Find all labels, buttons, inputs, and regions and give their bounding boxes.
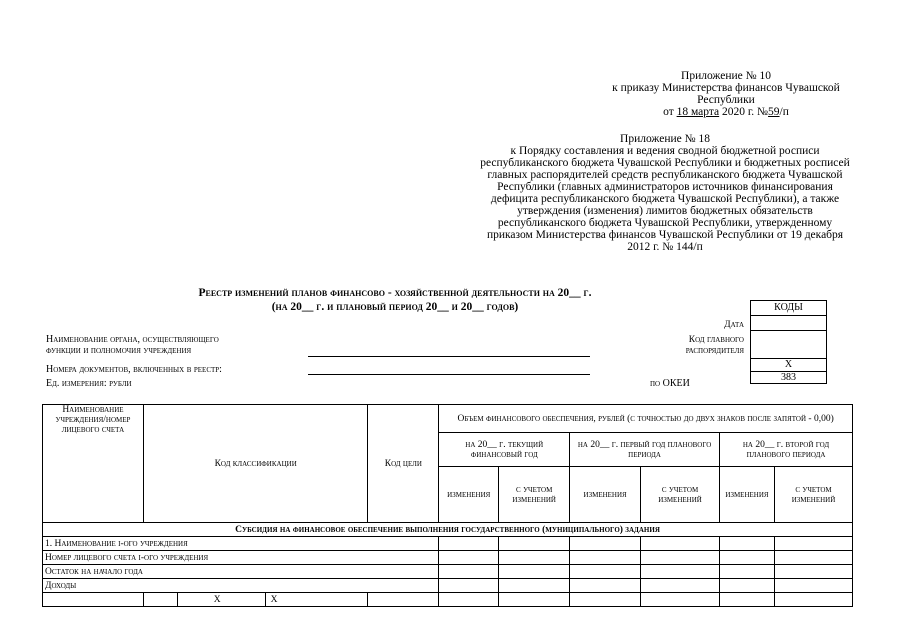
table-cell[interactable] bbox=[43, 593, 144, 607]
org-label-1: Наименование органа, осуществляющего bbox=[46, 334, 219, 345]
with-change-3-header: с учетом изменений bbox=[774, 467, 852, 523]
appendix-18-text-4: Республики (главных администраторов источников финансирования bbox=[497, 181, 833, 193]
volume-header: Объем финансового обеспечения, рублей (с точностью до двух знаков после запятой - 0,00) bbox=[439, 405, 853, 433]
table-cell[interactable] bbox=[720, 579, 775, 593]
table-cell[interactable] bbox=[439, 565, 499, 579]
grbs-label-1: Код главного bbox=[688, 335, 744, 345]
document-title-line-2: (на 20__ г. и плановый период 20__ и 20__ годов) bbox=[271, 301, 519, 313]
table-cell[interactable] bbox=[774, 537, 852, 551]
x-mark-1: Х bbox=[177, 593, 265, 607]
table-cell[interactable] bbox=[570, 551, 641, 565]
org-input-line[interactable] bbox=[308, 356, 590, 357]
subsidy-section-header: Субсидия на финансовое обеспечение выполнения государственного (муниципального) задания bbox=[43, 523, 853, 537]
table-cell[interactable] bbox=[499, 565, 570, 579]
table-cell[interactable] bbox=[720, 565, 775, 579]
col-name-header: Наименование учреждения/номер лицевого счета bbox=[43, 405, 144, 523]
table-cell[interactable] bbox=[774, 593, 852, 607]
docs-label: Номера документов, включенных в реестр: bbox=[46, 364, 222, 375]
col-target-header: Код цели bbox=[368, 405, 439, 523]
appendix-10-number: 59 bbox=[768, 106, 780, 118]
table-cell[interactable] bbox=[439, 579, 499, 593]
appendix-18-text-7: республиканского бюджета Чувашской Республики, утвержденному bbox=[497, 217, 833, 229]
row-institution-name: 1. Наименование i-ого учреждения bbox=[43, 537, 439, 551]
period-3-header: на 20__ г. второй год планового периода bbox=[720, 433, 853, 467]
date-label: Дата bbox=[724, 320, 744, 330]
appendix-18-block bbox=[458, 133, 872, 253]
document-title-line-1: Реестр изменений планов финансово - хозяйственной деятельности на 20__ г. bbox=[198, 287, 592, 299]
table-cell[interactable] bbox=[641, 537, 720, 551]
okei-label: по ОКЕИ bbox=[650, 378, 690, 389]
appendix-10-year: 2020 г. № bbox=[722, 106, 769, 118]
table-cell[interactable] bbox=[641, 551, 720, 565]
appendix-18-text-9: 2012 г. № 144/п bbox=[627, 241, 703, 253]
table-cell[interactable] bbox=[570, 579, 641, 593]
table-cell[interactable] bbox=[720, 551, 775, 565]
appendix-10-republic: Республики bbox=[697, 94, 755, 106]
change-2-header: изменения bbox=[570, 467, 641, 523]
row-income: Доходы bbox=[43, 579, 439, 593]
row-account-number: Номер лицевого счета i-ого учреждения bbox=[43, 551, 439, 565]
table-cell[interactable] bbox=[368, 593, 439, 607]
with-change-2-header: с учетом изменений bbox=[641, 467, 720, 523]
appendix-18-title: Приложение № 18 bbox=[620, 133, 710, 145]
appendix-10-block bbox=[590, 70, 862, 118]
table-cell[interactable] bbox=[720, 593, 775, 607]
table-cell[interactable] bbox=[641, 579, 720, 593]
appendix-18-text-2: республиканского бюджета Чувашской Республики и бюджетных росписей bbox=[480, 157, 850, 169]
table-cell[interactable] bbox=[439, 537, 499, 551]
table-row bbox=[43, 551, 853, 565]
table-cell[interactable] bbox=[499, 551, 570, 565]
table-cell[interactable] bbox=[499, 579, 570, 593]
appendix-10-date: 18 марта bbox=[676, 106, 720, 118]
table-cell[interactable] bbox=[439, 593, 499, 607]
codes-header: КОДЫ bbox=[751, 300, 827, 315]
col-code-header: Код классификации bbox=[143, 405, 368, 523]
x-mark-2: Х bbox=[265, 593, 368, 607]
change-3-header: изменения bbox=[720, 467, 775, 523]
appendix-18-text-8: приказом Министерства финансов Чувашской Республики от 19 декабря bbox=[486, 229, 844, 241]
table-cell[interactable] bbox=[774, 551, 852, 565]
appendix-10-title: Приложение № 10 bbox=[681, 70, 771, 82]
unit-label: Ед. измерения: рубли bbox=[46, 378, 132, 389]
table-cell[interactable] bbox=[439, 551, 499, 565]
table-row bbox=[43, 565, 853, 579]
grbs-label bbox=[640, 335, 744, 357]
table-cell[interactable] bbox=[570, 565, 641, 579]
appendix-18-text-3: главных распорядителей средств республиканского бюджета Чувашской bbox=[487, 169, 843, 181]
org-label-2: функции и полномочия учреждения bbox=[46, 345, 192, 356]
table-cell[interactable] bbox=[641, 593, 720, 607]
table-cell[interactable] bbox=[499, 537, 570, 551]
table-row bbox=[43, 579, 853, 593]
table-cell[interactable] bbox=[499, 593, 570, 607]
table-cell[interactable] bbox=[720, 537, 775, 551]
period-1-header: на 20__ г. текущий финансовый год bbox=[439, 433, 570, 467]
table-cell[interactable] bbox=[143, 593, 177, 607]
date-code-cell[interactable] bbox=[751, 315, 827, 330]
appendix-18-text-1: к Порядку составления и ведения сводной бюджетной росписи bbox=[510, 145, 820, 157]
appendix-10-date-line bbox=[590, 106, 862, 118]
row-opening-balance: Остаток на начало года bbox=[43, 565, 439, 579]
grbs-label-2: распорядителя bbox=[685, 346, 744, 356]
table-row bbox=[43, 537, 853, 551]
table-cell[interactable] bbox=[774, 579, 852, 593]
docs-input-line[interactable] bbox=[308, 374, 590, 375]
table-cell[interactable] bbox=[570, 537, 641, 551]
document-title bbox=[120, 286, 670, 314]
appendix-18-text-6: утверждения (изменения) лимитов бюджетных обязательств bbox=[517, 205, 813, 217]
with-change-1-header: с учетом изменений bbox=[499, 467, 570, 523]
org-label bbox=[46, 334, 219, 356]
okei-code-cell: 383 bbox=[751, 371, 827, 383]
grbs-code-cell[interactable] bbox=[751, 330, 827, 358]
docs-code-cell: Х bbox=[751, 358, 827, 371]
change-1-header: изменения bbox=[439, 467, 499, 523]
codes-table bbox=[750, 284, 827, 384]
appendix-18-text-5: дефицита республиканского бюджета Чувашской Республики), а также bbox=[490, 193, 840, 205]
appendix-10-order: к приказу Министерства финансов Чувашской bbox=[612, 82, 840, 94]
table-cell[interactable] bbox=[774, 565, 852, 579]
appendix-10-suffix: /п bbox=[779, 106, 789, 118]
period-2-header: на 20__ г. первый год планового периода bbox=[570, 433, 720, 467]
table-row bbox=[43, 593, 853, 607]
appendix-10-prefix: от bbox=[663, 106, 674, 118]
registry-table bbox=[42, 404, 853, 607]
table-cell[interactable] bbox=[641, 565, 720, 579]
table-cell[interactable] bbox=[570, 593, 641, 607]
